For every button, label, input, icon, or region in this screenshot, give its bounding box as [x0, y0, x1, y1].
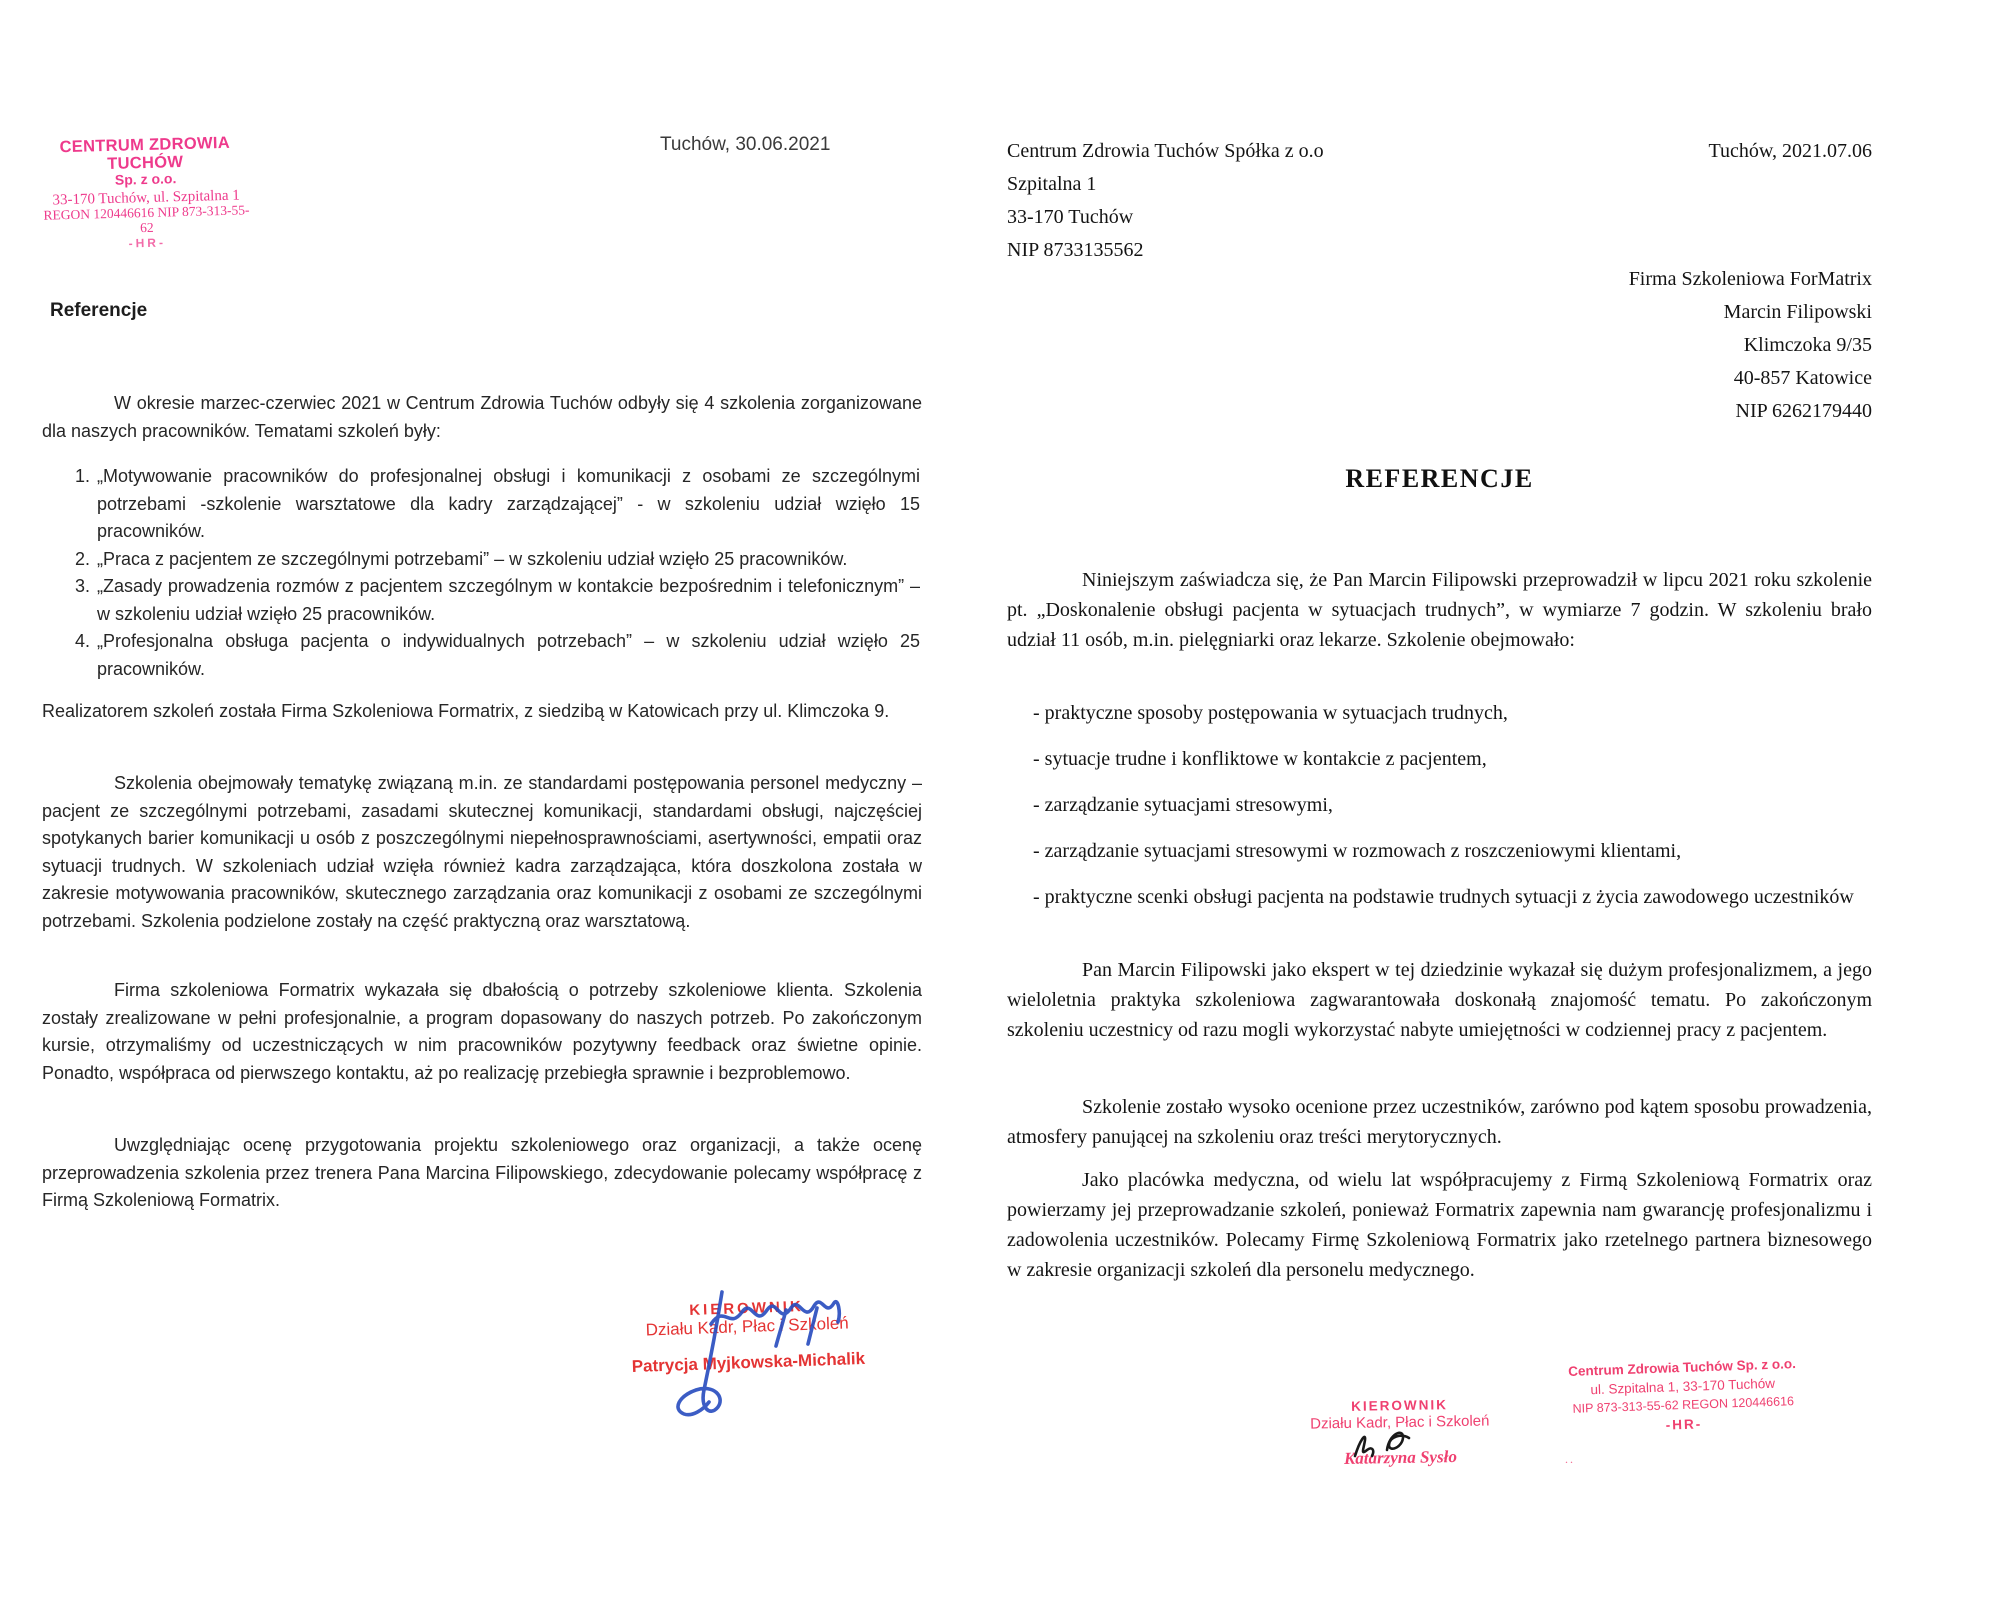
paragraph-uwzgledniajac: Uwzględniając ocenę przygotowania projektu szkoleniowego oraz organizacji, a także ocenę przeprowadzenia szkolenia przez trenera Pana Marcina Filipowskiego, zdecydowanie polecamy współpracę z Firmą Szkoleniową Formatrix. — [42, 1135, 922, 1210]
sender-line: 33-170 Tuchów — [1007, 206, 1134, 228]
stamp-company-ids: REGON 120446616 NIP 873-313-55-62 — [43, 202, 250, 236]
left-letter-page — [42, 0, 922, 1600]
list-item: 3. „Zasady prowadzenia rozmów z pacjentem szczególnym w kontakcie bezpośrednim i telefonicznym” – w szkoleniu udział wzięło 25 pracowników. — [95, 573, 920, 628]
stamp-company-name: CENTRUM ZDROWIA TUCHÓW — [59, 133, 231, 174]
intro-paragraph: W okresie marzec-czerwiec 2021 w Centrum Zdrowia Tuchów odbyły się 4 szkolenia zorganizowane dla naszych pracowników. Tematami szkoleń były: — [42, 393, 922, 441]
bullet-item: - praktyczne sposoby postępowania w sytuacjach trudnych, — [1033, 702, 1508, 724]
list-item: 1. „Motywowanie pracowników do profesjonalnej obsługi i komunikacji z osobami ze szczególnymi potrzebami -szkolenie warsztatowe dla kadry zarządzającej” - w szkoleniu udział wzięło 15 pracowników. — [95, 463, 920, 546]
stamp-company-ids: NIP 873-313-55-62 REGON 120446616 — [1572, 1394, 1795, 1416]
letter-date: Tuchów, 2021.07.06 — [1708, 140, 1872, 162]
handwritten-signature-blue — [665, 1286, 845, 1431]
bullet-item: - praktyczne scenki obsługi pacjenta na podstawie trudnych sytuacji z życia zawodowego uczestników — [1033, 886, 1854, 908]
letter-title: REFERENCJE — [1345, 464, 1534, 493]
stamp-ink-marks: .. — [1565, 1452, 1575, 1466]
bullet-item: - sytuacje trudne i konfliktowe w kontakcie z pacjentem, — [1033, 748, 1487, 770]
company-header-stamp — [41, 133, 252, 252]
stamp-company-name: Centrum Zdrowia Tuchów Sp. z o.o. — [1567, 1356, 1797, 1379]
intro-paragraph: Niniejszym zaświadcza się, że Pan Marcin Filipowski przeprowadził w lipcu 2021 roku szkolenie pt. „Doskonalenie obsługi pacjenta w sytuacjach trudnych”, w wymiarze 7 godzin. W szkoleniu brało udział 11 osób, m.in. pielęgniarki oraz lekarze. Szkolenie obejmowało: — [1007, 569, 1872, 651]
recipient-line: 40-857 Katowice — [1733, 367, 1872, 389]
list-item: 4. „Profesjonalna obsługa pacjenta o indywidualnych potrzebach” – w szkoleniu udział wzięło 25 pracowników. — [95, 628, 920, 683]
training-topics-list — [42, 463, 920, 683]
stamp-role: KIEROWNIK — [1351, 1397, 1449, 1414]
letter-date: Tuchów, 30.06.2021 — [660, 134, 831, 155]
stamp-signer-name: Patrycja Myjkowska-Michalik — [631, 1348, 866, 1376]
bullet-item: - zarządzanie sytuacjami stresowymi w rozmowach z roszczeniowymi klientami, — [1033, 840, 1682, 862]
sender-line: NIP 8733135562 — [1007, 239, 1144, 261]
sender-line: Centrum Zdrowia Tuchów Spółka z o.o — [1007, 140, 1324, 162]
paragraph-ocena: Szkolenie zostało wysoko ocenione przez uczestników, zarówno pod kątem sposobu prowadzenia, atmosfery panującej na szkoleniu oraz treści merytorycznych. — [1007, 1096, 1872, 1148]
stamp-role: KIEROWNIK — [689, 1298, 805, 1320]
stamp-hr-mark: -HR- — [128, 235, 167, 251]
company-footer-stamp — [1562, 1354, 1805, 1438]
list-item: 2. „Praca z pacjentem ze szczególnymi potrzebami” – w szkoleniu udział wzięło 25 pracowników. — [95, 546, 920, 574]
sender-address-block — [1007, 135, 1324, 267]
recipient-line: Marcin Filipowski — [1723, 301, 1872, 323]
right-letter-page — [1007, 0, 1872, 1600]
stamp-company-address: 33-170 Tuchów, ul. Szpitalna 1 — [52, 187, 240, 209]
stamp-company-form: Sp. z o.o. — [114, 170, 177, 189]
recipient-line: NIP 6262179440 — [1735, 400, 1872, 422]
stamp-signer-name: Katarzyna Sysło — [1343, 1447, 1458, 1469]
training-scope-list — [1007, 698, 1872, 928]
stamp-department: Działu Kadr, Płac i Szkoleń — [1310, 1412, 1490, 1433]
recipient-address-block — [1452, 263, 1872, 428]
stamp-hr-mark: -HR- — [1665, 1416, 1703, 1433]
letter-title: Referencje — [50, 300, 148, 321]
paragraph-firma: Firma szkoleniowa Formatrix wykazała się dbałością o potrzeby szkoleniowe klienta. Szkolenia zostały zrealizowane w pełni profesjonalnie, a program dopasowany do naszych potrzeb. Po zakończonym kursie, otrzymaliśmy od uczestniczących w nim pracowników pozytywny feedback oraz świetne opinie. Ponadto, współpraca od pierwszego kontaktu, aż po realizację przebiegła sprawnie i bezproblemowo. — [42, 980, 922, 1083]
paragraph-expert: Pan Marcin Filipowski jako ekspert w tej dziedzinie wykazał się dużym profesjonalizmem, a jego wieloletnia praktyka szkoleniowa zagwarantowała doskonałą znajomość tematu. Po zakończonym szkoleniu uczestnicy od razu mogli wykorzystać nabyte umiejętności w codziennej pracy z pacjentem. — [1007, 959, 1872, 1041]
stamp-department: Działu Kadr, Płac i Szkoleń — [645, 1313, 850, 1340]
paragraph-polecenie: Jako placówka medyczna, od wielu lat współpracujemy z Firmą Szkoleniową Formatrix oraz powierzamy jej przeprowadzanie szkoleń, ponieważ Formatrix zapewnia nam gwarancję profesjonalizmu i zadowolenia uczestników. Polecamy Firmę Szkoleniową Formatrix jako rzetelnego partnera biznesowego w zakresie organizacji szkoleń dla personelu medycznego. — [1007, 1169, 1872, 1281]
paragraph-realizator: Realizatorem szkoleń została Firma Szkoleniowa Formatrix, z siedzibą w Katowicach przy ul. Klimczoka 9. — [42, 701, 890, 721]
bullet-item: - zarządzanie sytuacjami stresowymi, — [1033, 794, 1333, 816]
stamp-company-address: ul. Szpitalna 1, 33-170 Tuchów — [1590, 1375, 1776, 1398]
paragraph-szkolenia: Szkolenia obejmowały tematykę związaną m.in. ze standardami postępowania personel medyczny – pacjent ze szczególnymi potrzebami, zasadami skutecznej komunikacji, standardami obsługi, najczęściej spotykanych barier komunikacji u osób z poszczególnymi niepełnosprawnościami, asertywności, empatii oraz sytuacji trudnych. W szkoleniach udział wzięła również kadra zarządzająca, która doszkolona została w zakresie motywowania pracowników, skutecznego zarządzania oraz komunikacji z osobami ze szczególnymi potrzebami. Szkolenia podzielone zostały na część praktyczną oraz warsztatową. — [42, 773, 922, 931]
recipient-line: Firma Szkoleniowa ForMatrix — [1628, 268, 1872, 290]
recipient-line: Klimczoka 9/35 — [1743, 334, 1872, 356]
sender-line: Szpitalna 1 — [1007, 173, 1097, 195]
handwritten-signature-black — [1347, 1420, 1427, 1468]
